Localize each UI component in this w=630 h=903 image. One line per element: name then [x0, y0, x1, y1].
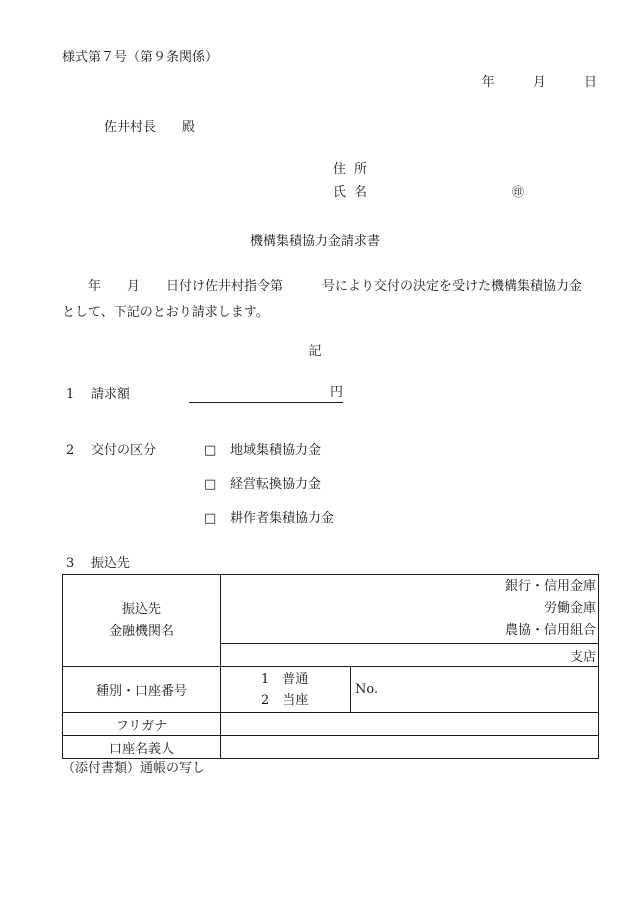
body-text: 年 月 日付け佐井村指令第 号により交付の決定を受けた機構集積協力金として、下記のとおり請求します。 [62, 279, 583, 320]
holder-label-cell [63, 736, 221, 759]
addressee-honorific: 殿 [182, 120, 196, 135]
branch-label: 支店 [569, 649, 596, 665]
account-type-options[interactable] [221, 667, 351, 712]
furigana-label: フリガナ [115, 718, 168, 734]
option-cultivator-aggregation: 耕作者集積協力金 [230, 511, 335, 526]
account-cell [221, 667, 599, 713]
address-label: 住所 [333, 162, 376, 177]
attachment-note: （添付書類）通帳の写し [62, 761, 206, 776]
date-month: 月 [532, 75, 546, 90]
option-area-aggregation: 地域集積協力金 [230, 443, 322, 458]
document-title: 機構集積協力金請求書 [249, 234, 380, 249]
option-business-transition: 経営転換協力金 [230, 477, 322, 492]
account-label: 種別・口座番号 [95, 684, 187, 699]
form-number: 様式第７号（第９条関係） [62, 50, 219, 65]
institution-label-cell [63, 575, 221, 667]
amount-unit: 円 [329, 385, 343, 400]
checkbox-cultivator-aggregation[interactable]: □ [204, 511, 217, 526]
furigana-label-cell [63, 713, 221, 736]
addressee [104, 121, 195, 134]
institution-type-labor: 労働金庫 [543, 601, 596, 616]
name-label: 氏名 [333, 185, 376, 200]
checkbox-business-transition[interactable]: □ [204, 477, 217, 492]
account-label-cell [63, 667, 221, 713]
item-1-label: 請求額 [91, 387, 131, 402]
holder-field[interactable] [221, 736, 599, 759]
institution-type-coop: 農協・信用組合 [504, 623, 596, 638]
institution-label-1: 振込先 [121, 601, 161, 617]
seal-mark: ㊞ [512, 185, 525, 199]
name-row [333, 186, 375, 199]
item-2-number: 2 [66, 443, 75, 458]
amount-field[interactable] [189, 386, 343, 403]
item-2-label: 交付の区分 [91, 443, 157, 458]
holder-label: 口座名義人 [108, 741, 174, 757]
addressee-name: 佐井村長 [104, 120, 157, 135]
bank-table [62, 574, 599, 759]
institution-type-bank: 銀行・信用金庫 [504, 579, 596, 594]
institution-name-field[interactable] [221, 575, 599, 644]
ki-heading: 記 [308, 344, 322, 359]
date-year: 年 [481, 75, 495, 90]
institution-label-2: 金融機関名 [108, 623, 174, 639]
account-type-ordinary[interactable]: 1 普通 [261, 671, 309, 687]
furigana-field[interactable] [221, 713, 599, 736]
item-1-number: 1 [66, 387, 75, 402]
item-3-label: 振込先 [91, 556, 131, 571]
date-line [482, 76, 597, 89]
branch-field[interactable] [221, 644, 599, 667]
item-3-number: 3 [66, 556, 75, 571]
account-number-label: No. [355, 682, 379, 697]
checkbox-area-aggregation[interactable]: □ [204, 443, 217, 458]
account-type-checking[interactable]: 2 当座 [261, 692, 309, 708]
address-row [333, 163, 375, 176]
account-number-field[interactable] [351, 667, 378, 712]
date-day: 日 [583, 75, 597, 90]
